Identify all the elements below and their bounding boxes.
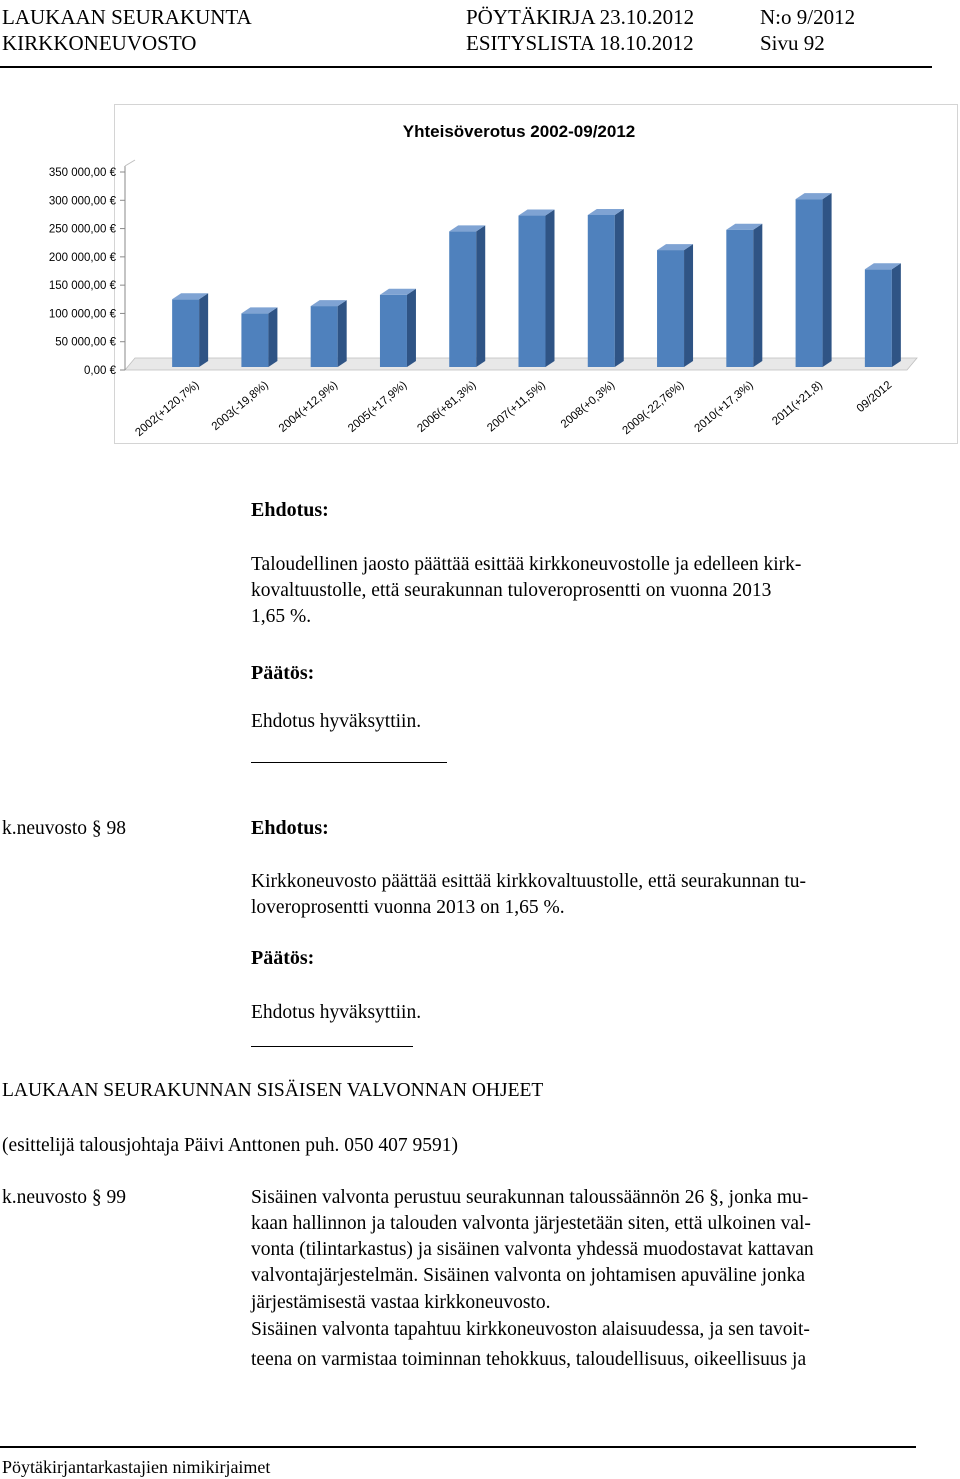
header-body: KIRKKONEUVOSTO: [2, 31, 197, 55]
bar-side: [892, 263, 901, 367]
tax-chart-svg: [48, 105, 957, 443]
signature-rule: [251, 1046, 413, 1047]
bar-front: [311, 306, 338, 367]
signature-rule: [251, 762, 447, 763]
bar-front: [172, 299, 199, 367]
x-tick-label: 2009(-22,76%): [620, 379, 687, 438]
proposal-label: Ehdotus:: [251, 817, 329, 839]
bar-side: [684, 244, 693, 367]
decision-label: Päätös:: [251, 947, 315, 969]
bar-front: [380, 295, 407, 367]
chart-x-labels: [133, 379, 894, 439]
decision-label: Päätös:: [251, 662, 315, 684]
bar-side: [268, 307, 277, 367]
y-tick-label: 250 000,00 €: [48, 223, 116, 236]
bar-side: [823, 193, 832, 367]
chart-title: Yhteisöverotus 2002-09/2012: [402, 122, 636, 141]
body-text-line: järjestämisestä vastaa kirkkoneuvosto.: [251, 1292, 551, 1313]
proposal-text-line: loveroprosentti vuonna 2013 on 1,65 %.: [251, 897, 565, 918]
proposal-text-line: 1,65 %.: [251, 606, 312, 627]
x-tick-label: 2003(-19,8%): [209, 379, 271, 434]
decision-text: Ehdotus hyväksyttiin.: [251, 711, 422, 732]
section-heading: LAUKAAN SEURAKUNNAN SISÄISEN VALVONNAN OHJEET: [2, 1080, 544, 1101]
proposal-text-line: Taloudellinen jaosto päättää esittää kirkkoneuvostolle ja edelleen kirk-: [251, 554, 802, 575]
bar-side: [338, 300, 347, 367]
bar-side: [546, 210, 555, 367]
y-tick-label: 350 000,00 €: [48, 167, 116, 179]
header-minutes-date: PÖYTÄKIRJA 23.10.2012: [466, 5, 695, 29]
section-reference: k.neuvosto § 98: [2, 818, 127, 839]
bar-front: [657, 250, 684, 367]
body-text-line: teena on varmistaa toiminnan tehokkuus, taloudellisuus, oikeellisuus ja: [251, 1349, 807, 1370]
bar-front: [865, 269, 892, 367]
body-text-line: kaan hallinnon ja talouden valvonta järjestetään siten, että ulkoinen val-: [251, 1213, 811, 1234]
y-tick-label: 300 000,00 €: [48, 195, 116, 208]
footer-text: Pöytäkirjantarkastajien nimikirjaimet: [2, 1457, 271, 1477]
decision-text: Ehdotus hyväksyttiin.: [251, 1002, 422, 1023]
presenter-info: (esittelijä talousjohtaja Päivi Anttonen puh. 050 407 9591): [2, 1135, 459, 1156]
x-tick-label: 2002(+120,7%): [133, 379, 202, 440]
proposal-text-line: Kirkkoneuvosto päättää esittää kirkkovaltuustolle, että seurakunnan tu-: [251, 871, 807, 892]
y-tick-label: 150 000,00 €: [48, 280, 116, 293]
bar-front: [241, 313, 268, 367]
bar-front: [588, 215, 615, 367]
x-tick-label: 2005(+17,9%): [346, 379, 410, 435]
bar-side: [753, 224, 762, 367]
bar-side: [407, 289, 416, 367]
x-tick-label: 2007(+11,5%): [485, 379, 548, 435]
x-tick-label: 2008(+0,3%): [558, 379, 618, 431]
header-page: Sivu 92: [760, 31, 825, 55]
x-tick-label: 2011(+21,8): [770, 379, 826, 428]
y-axis-back: [125, 160, 135, 166]
bar-side: [615, 209, 624, 367]
footer-rule: [0, 1446, 916, 1448]
bar-side: [476, 225, 485, 367]
chart-y-labels: [49, 167, 125, 377]
bar-side: [199, 293, 208, 367]
header-org: LAUKAAN SEURAKUNTA: [2, 5, 252, 29]
bar-front: [519, 216, 546, 367]
x-tick-label: 2004(+12,9%): [276, 379, 341, 435]
y-tick-label: 100 000,00 €: [48, 308, 116, 321]
bar-front: [726, 230, 753, 367]
bar-front: [449, 231, 476, 367]
y-tick-label: 200 000,00 €: [48, 251, 116, 264]
header-agenda-date: ESITYSLISTA 18.10.2012: [466, 31, 694, 55]
proposal-text-line: kovaltuustolle, että seurakunnan tuloveroprosentti on vuonna 2013: [251, 580, 772, 601]
body-text-line: vonta (tilintarkastus) ja sisäinen valvonta yhdessä muodostavat kattavan: [251, 1239, 814, 1260]
proposal-label: Ehdotus:: [251, 499, 329, 521]
body-text-line: Sisäinen valvonta perustuu seurakunnan taloussäännön 26 §, jonka mu-: [251, 1187, 809, 1208]
tax-chart: [48, 104, 958, 444]
bar-front: [796, 199, 823, 367]
x-tick-label: 2006(+81,3%): [415, 379, 479, 435]
y-tick-label: 0,00 €: [84, 365, 116, 377]
chart-bars: [172, 193, 901, 367]
header-rule: [0, 66, 932, 68]
body-text-line: valvontajärjestelmän. Sisäinen valvonta on johtamisen apuväline jonka: [251, 1265, 805, 1286]
body-text-line: Sisäinen valvonta tapahtuu kirkkoneuvoston alaisuudessa, ja sen tavoit-: [251, 1319, 810, 1340]
x-tick-label: 09/2012: [854, 379, 895, 416]
header-number: N:o 9/2012: [760, 5, 856, 29]
section-reference: k.neuvosto § 99: [2, 1187, 127, 1208]
y-tick-label: 50 000,00 €: [55, 336, 116, 349]
x-tick-label: 2010(+17,3%): [692, 379, 756, 435]
